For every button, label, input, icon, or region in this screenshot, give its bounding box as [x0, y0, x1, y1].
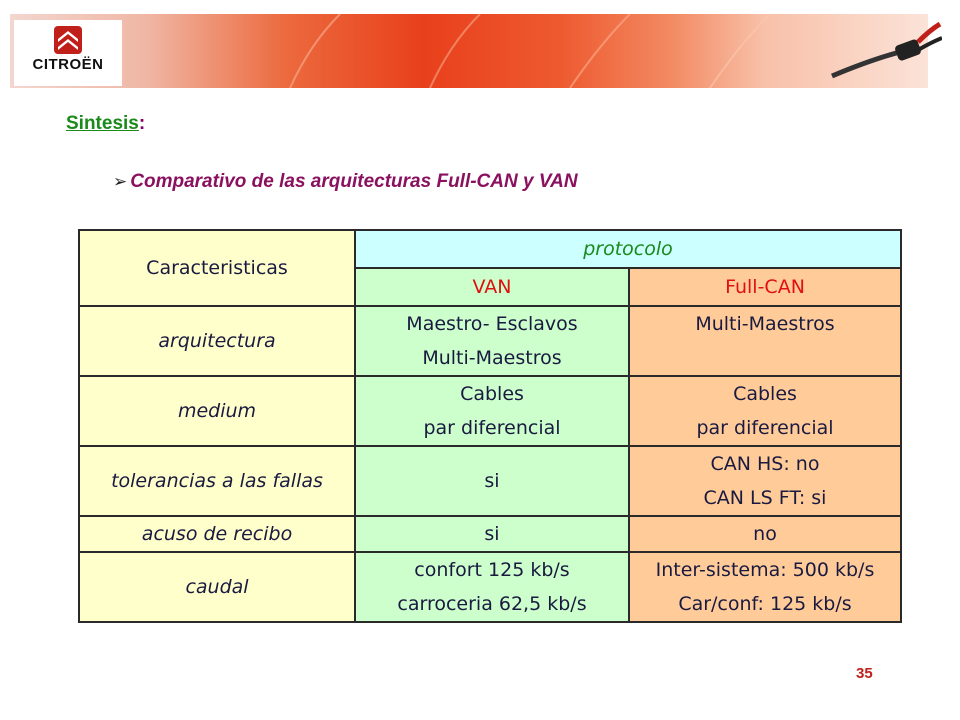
header-protocol: protocolo [355, 230, 901, 268]
section-title-colon: : [138, 113, 146, 134]
cell-line: Maestro- Esclavos [406, 313, 578, 335]
van-cell [355, 306, 629, 376]
cell-line: Cables [733, 383, 797, 405]
van-cell [355, 376, 629, 446]
cell-line: Inter-sistema: 500 kb/s [655, 559, 875, 581]
table-row [79, 306, 901, 376]
cell-line: CAN LS FT: si [703, 487, 827, 509]
table-row [79, 516, 901, 552]
brand-name: CITROËN [32, 56, 104, 73]
row-label: tolerancias a las fallas [79, 446, 355, 516]
brand-logo [14, 20, 122, 86]
cell-line: Multi-Maestros [695, 313, 835, 335]
table-row [79, 376, 901, 446]
header-van: VAN [355, 268, 629, 306]
header-full-can: Full-CAN [629, 268, 901, 306]
header-characteristics: Caracteristicas [79, 230, 355, 306]
cell-line: Cables [460, 383, 524, 405]
cell-line: si [484, 470, 500, 492]
van-cell [355, 552, 629, 622]
citroen-chevrons-icon [54, 26, 82, 54]
cell-line: CAN HS: no [710, 453, 820, 475]
row-label: arquitectura [79, 306, 355, 376]
subtitle [113, 171, 578, 193]
row-label: acuso de recibo [79, 516, 355, 552]
header-banner [10, 14, 928, 88]
can-cell [629, 376, 901, 446]
table-row [79, 552, 901, 622]
cell-line: par diferencial [423, 417, 561, 439]
table-row [79, 446, 901, 516]
comparison-table [78, 229, 902, 623]
can-cell [629, 306, 901, 376]
cell-line: carroceria 62,5 kb/s [397, 593, 587, 615]
row-label: medium [79, 376, 355, 446]
section-title-text: Sintesis [66, 113, 139, 134]
cell-line: confort 125 kb/s [414, 559, 570, 581]
banner-decoration [10, 14, 928, 88]
cell-line [630, 341, 900, 375]
van-cell [355, 446, 629, 516]
cell-line: Multi-Maestros [422, 347, 562, 369]
subtitle-text: Comparativo de las arquitecturas Full-CAN y VAN [130, 171, 578, 192]
van-cell: si [355, 516, 629, 552]
page-number: 35 [856, 665, 873, 682]
can-cell [629, 446, 901, 516]
can-cell: no [629, 516, 901, 552]
section-title [66, 113, 145, 135]
can-cell [629, 552, 901, 622]
cell-line: Car/conf: 125 kb/s [678, 593, 852, 615]
cable-connector-icon [830, 20, 942, 84]
row-label: caudal [79, 552, 355, 622]
cell-line: par diferencial [696, 417, 834, 439]
arrow-bullet-icon: ➢ [113, 172, 128, 191]
